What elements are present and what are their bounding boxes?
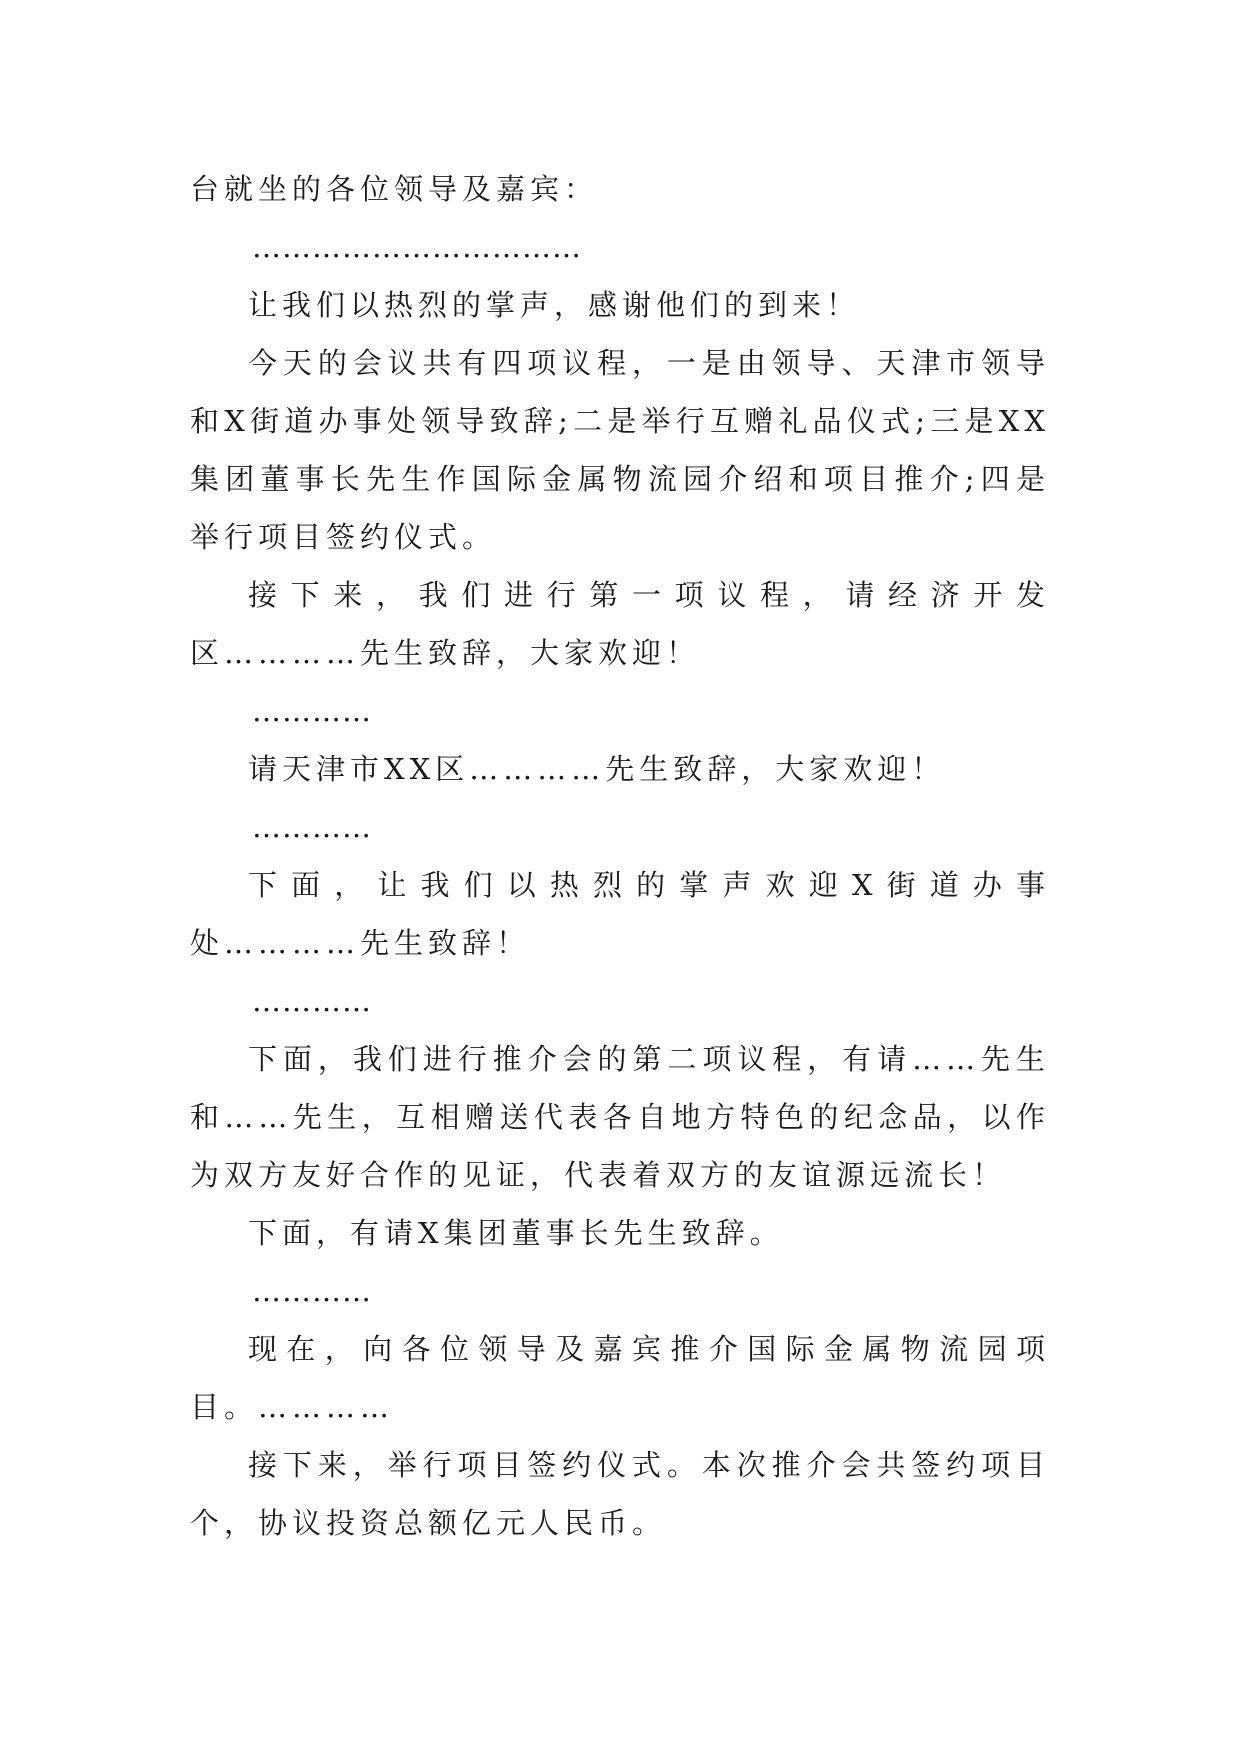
ellipsis-paragraph: …………………………… — [252, 230, 582, 264]
agenda-paragraph: 今天的会议共有四项议程，一是由领导、天津市领导和X街道办事处领导致辞;二是举行互赠礼品仪式;三是XX集团董事长先生作国际金属物流园介绍和项目推介;四是举行项目签约仪式。 — [190, 346, 1050, 554]
thanks-paragraph: 让我们以热烈的掌声，感谢他们的到来！ — [248, 288, 861, 322]
street-office-speech-paragraph: 下面，让我们以热烈的掌声欢迎X街道办事处…………先生致辞！ — [190, 868, 1050, 960]
document-body — [190, 160, 1050, 1552]
ellipsis-paragraph: ………… — [252, 1274, 372, 1308]
project-promotion-paragraph: 现在，向各位领导及嘉宾推介国际金属物流园项目。………… — [190, 1332, 1050, 1424]
ellipsis-paragraph: ………… — [252, 810, 372, 844]
signing-ceremony-paragraph: 接下来，举行项目签约仪式。本次推介会共签约项目个，协议投资总额亿元人民币。 — [190, 1448, 1050, 1540]
chairman-speech-paragraph: 下面，有请X集团董事长先生致辞。 — [248, 1216, 784, 1250]
greeting-paragraph: 台就坐的各位领导及嘉宾： — [190, 172, 599, 206]
district-speech-paragraph: 请天津市XX区…………先生致辞，大家欢迎！ — [248, 752, 946, 786]
gift-exchange-paragraph: 下面，我们进行推介会的第二项议程，有请……先生和……先生，互相赠送代表各自地方特色的纪念品，以作为双方友好合作的见证，代表着双方的友谊源远流长！ — [190, 1042, 1050, 1192]
ellipsis-paragraph: ………… — [252, 984, 372, 1018]
ellipsis-paragraph: ………… — [252, 694, 372, 728]
first-agenda-paragraph: 接下来，我们进行第一项议程，请经济开发区…………先生致辞，大家欢迎！ — [190, 578, 1050, 670]
